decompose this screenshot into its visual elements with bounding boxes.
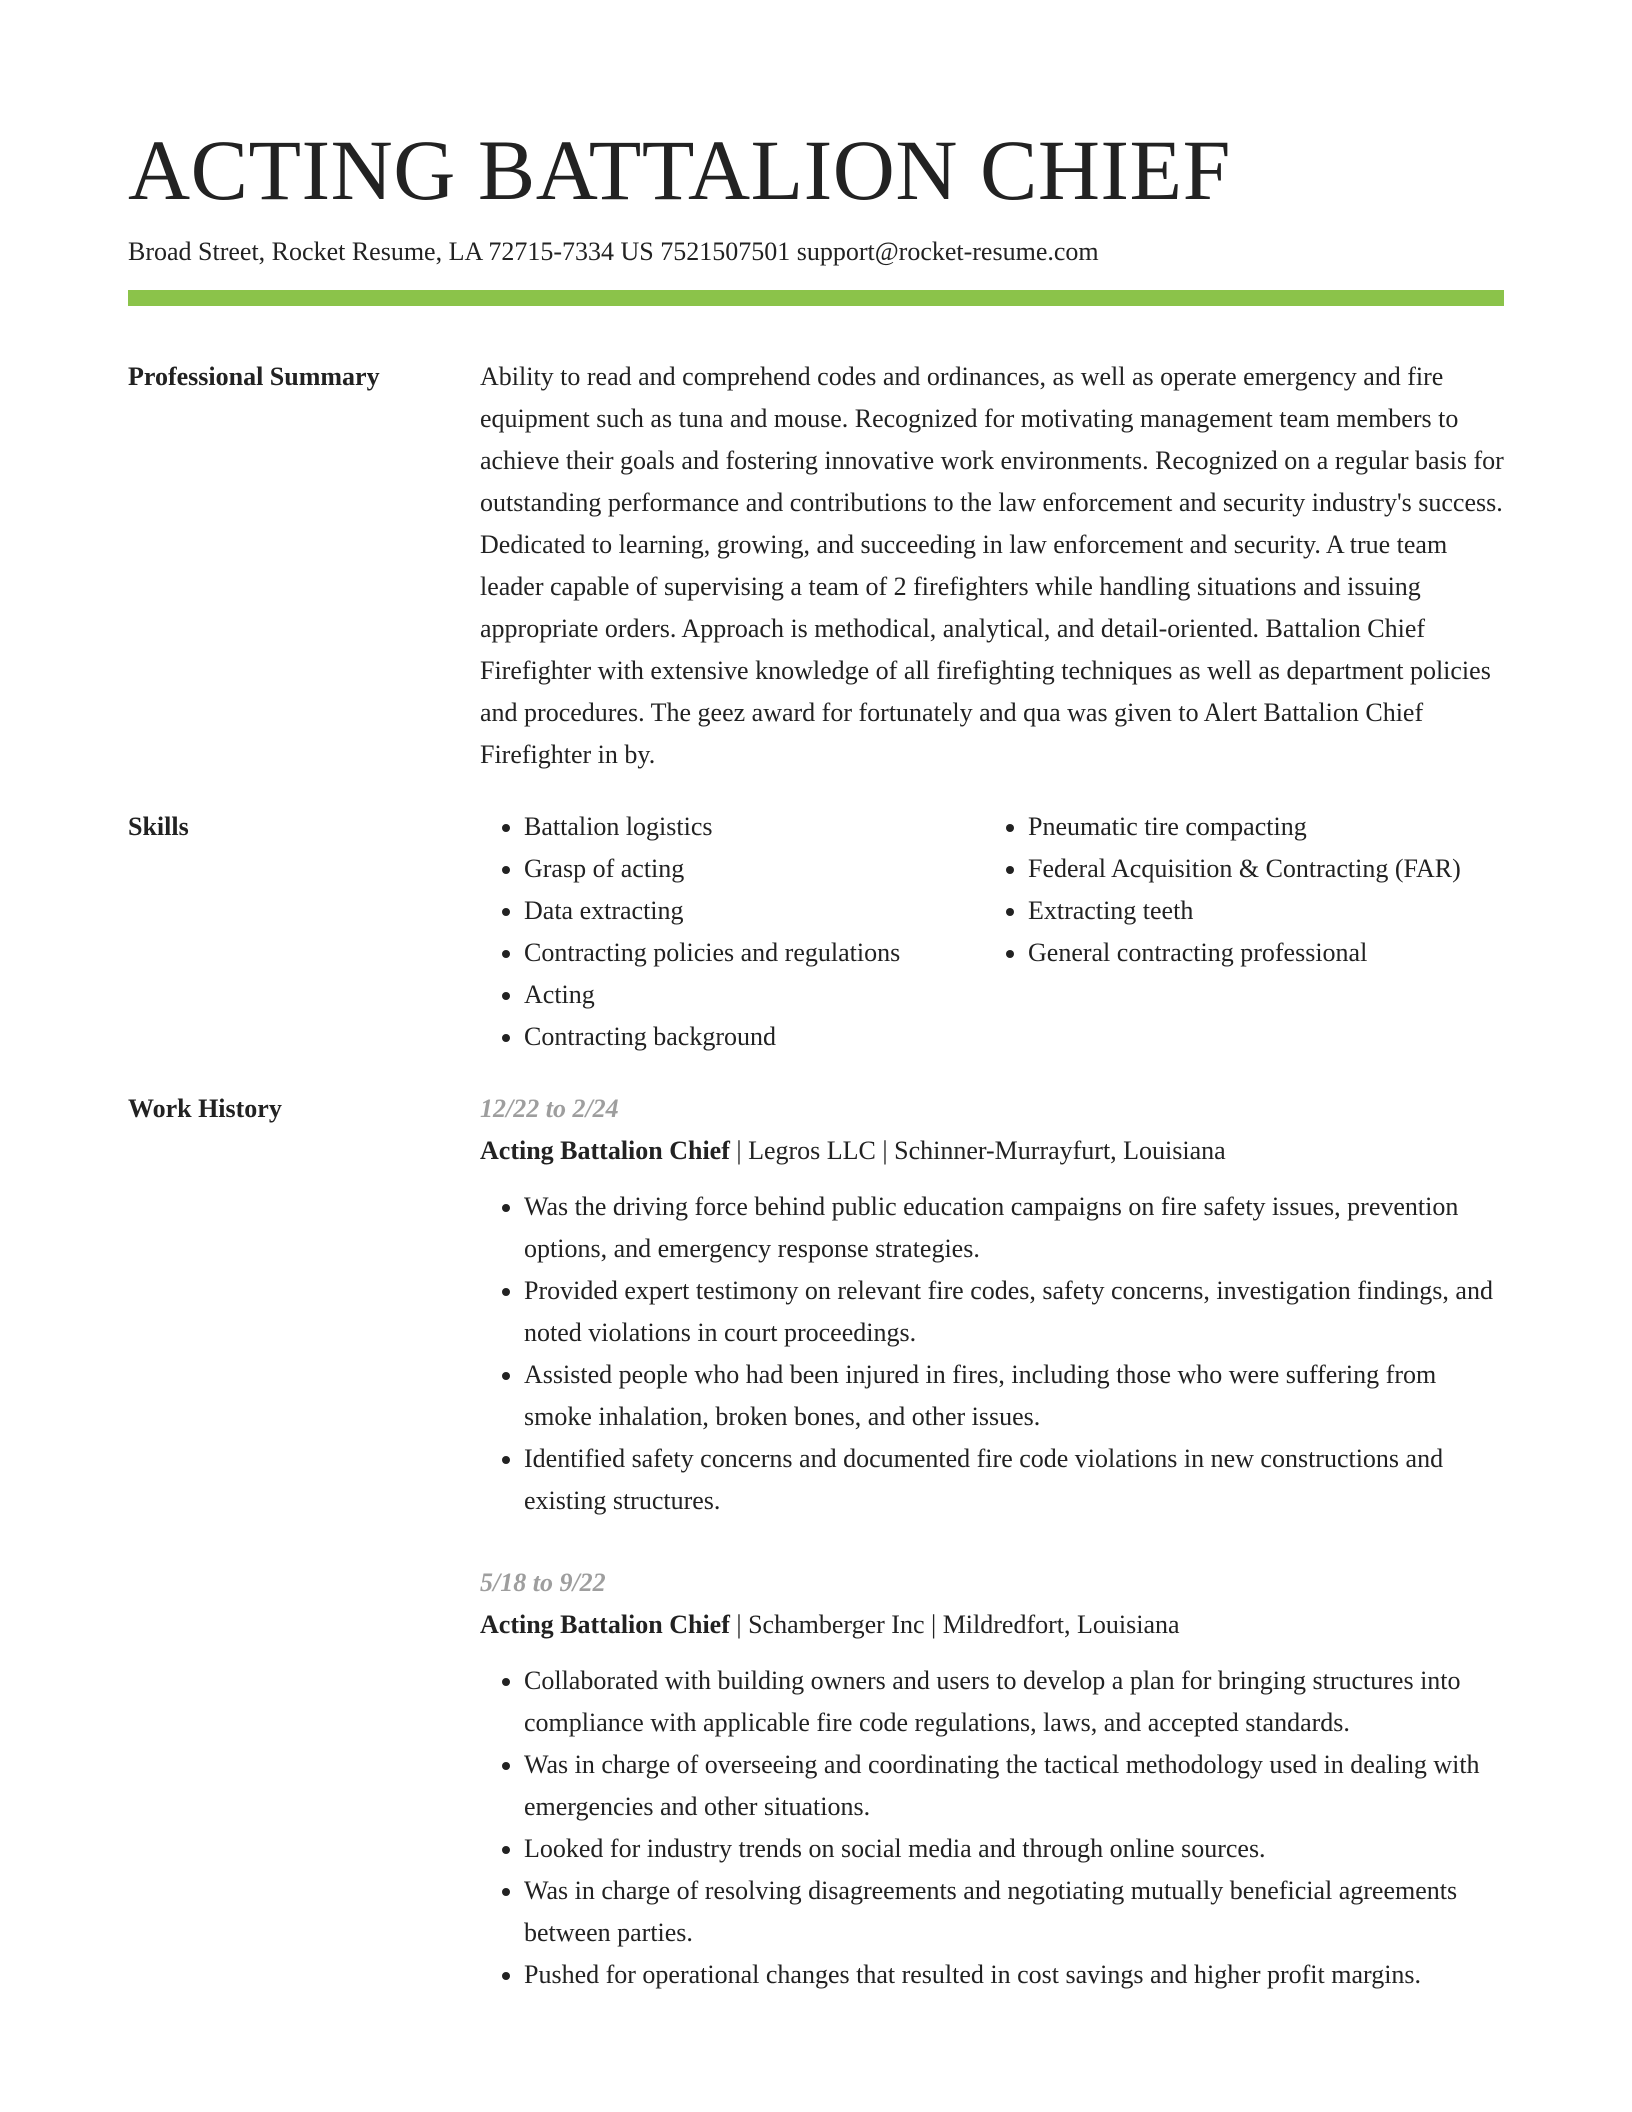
job-dates: 12/22 to 2/24 bbox=[480, 1094, 619, 1123]
skills-column-left bbox=[480, 806, 984, 1058]
work-history-body bbox=[480, 1088, 1504, 1996]
skill-item: • Battalion logistics bbox=[524, 806, 984, 848]
job-bullet: • Looked for industry trends on social media and through online sources. bbox=[524, 1828, 1504, 1870]
job-bullets bbox=[480, 1660, 1504, 1996]
skills-columns bbox=[480, 806, 1504, 1058]
job-title: Acting Battalion Chief bbox=[480, 1610, 730, 1639]
job-bullet: • Provided expert testimony on relevant fire codes, safety concerns, investigation findings, and noted violations in court proceedings. bbox=[524, 1270, 1504, 1354]
job-bullets bbox=[480, 1186, 1504, 1522]
job-bullet: • Was the driving force behind public education campaigns on fire safety issues, prevention options, and emergency response strategies. bbox=[524, 1186, 1504, 1270]
skill-item: • General contracting professional bbox=[1028, 932, 1488, 974]
skill-item: • Contracting policies and regulations bbox=[524, 932, 984, 974]
job-bullet: • Pushed for operational changes that resulted in cost savings and higher profit margins. bbox=[524, 1954, 1504, 1996]
summary-section bbox=[128, 356, 1504, 776]
resume-page bbox=[128, 0, 1504, 1996]
job-entry bbox=[480, 1562, 1504, 1996]
job-title-line bbox=[480, 1130, 1504, 1172]
resume-title: ACTING BATTALION CHIEF bbox=[128, 122, 1231, 218]
job-employer-location: | Legros LLC | Schinner-Murrayfurt, Louisiana bbox=[729, 1136, 1226, 1165]
skills-column-right bbox=[984, 806, 1488, 1058]
skills-list-left bbox=[480, 806, 984, 1058]
skills-list-right bbox=[984, 806, 1488, 974]
job-employer-location: | Schamberger Inc | Mildredfort, Louisiana bbox=[729, 1610, 1180, 1639]
summary-text: Ability to read and comprehend codes and ordinances, as well as operate emergency and fire equipment such as tuna and mouse. Recognized for motivating management team members to achieve their goals and fostering innovative work environments. Recognized on a regular basis for outstanding performance and contributions to the law enforcement and security industry's success. Dedicated to learning, growing, and succeeding in law enforcement and security. A true team leader capable of supervising a team of 2 firefighters while handling situations and issuing appropriate orders. Approach is methodical, analytical, and detail-oriented. Battalion Chief Firefighter with extensive knowledge of all firefighting techniques as well as department policies and procedures. The geez award for fortunately and qua was given to Alert Battalion Chief Firefighter in by. bbox=[480, 362, 1504, 769]
job-bullet: • Assisted people who had been injured in fires, including those who were suffering from smoke inhalation, broken bones, and other issues. bbox=[524, 1354, 1504, 1438]
work-history-section bbox=[128, 1088, 1504, 1996]
job-bullet: • Collaborated with building owners and users to develop a plan for bringing structures into compliance with applicable fire code regulations, laws, and accepted standards. bbox=[524, 1660, 1504, 1744]
job-entry bbox=[480, 1088, 1504, 1522]
job-bullet: • Identified safety concerns and documented fire code violations in new constructions and existing structures. bbox=[524, 1438, 1504, 1522]
job-bullet: • Was in charge of resolving disagreements and negotiating mutually beneficial agreements between parties. bbox=[524, 1870, 1504, 1954]
skill-item: • Data extracting bbox=[524, 890, 984, 932]
skill-item: • Acting bbox=[524, 974, 984, 1016]
job-title-line bbox=[480, 1604, 1504, 1646]
skill-item: • Pneumatic tire compacting bbox=[1028, 806, 1488, 848]
skill-item: • Federal Acquisition & Contracting (FAR) bbox=[1028, 848, 1488, 890]
job-bullet: • Was in charge of overseeing and coordinating the tactical methodology used in dealing with emergencies and other situations. bbox=[524, 1744, 1504, 1828]
skill-item: • Grasp of acting bbox=[524, 848, 984, 890]
skill-item: • Contracting background bbox=[524, 1016, 984, 1058]
work-history-heading: Work History bbox=[128, 1094, 282, 1123]
job-title: Acting Battalion Chief bbox=[480, 1136, 730, 1165]
contact-line: Broad Street, Rocket Resume, LA 72715-7334 US 7521507501 support@rocket-resume.com bbox=[128, 237, 1099, 266]
skill-item: • Extracting teeth bbox=[1028, 890, 1488, 932]
skills-heading: Skills bbox=[128, 812, 189, 841]
header-divider bbox=[128, 290, 1504, 306]
skills-section bbox=[128, 806, 1504, 1058]
job-dates: 5/18 to 9/22 bbox=[480, 1568, 606, 1597]
summary-heading: Professional Summary bbox=[128, 362, 380, 391]
